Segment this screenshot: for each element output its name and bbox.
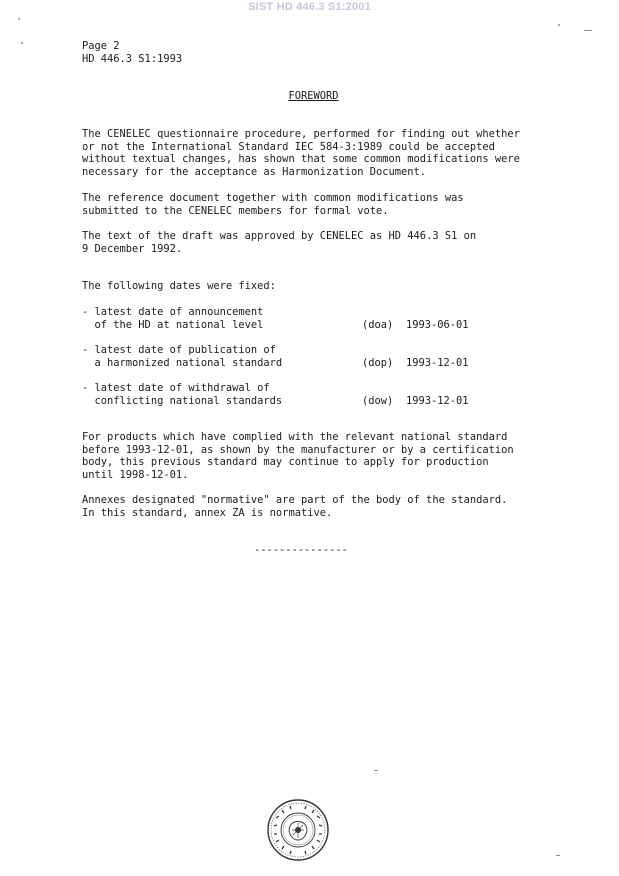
document-reference: HD 446.3 S1:1993 (82, 52, 183, 65)
date-code: (dop) (362, 356, 394, 369)
end-rule: --------------- (254, 544, 348, 556)
date-description: - latest date of announcement of the HD at national level (82, 306, 264, 331)
scan-speck (18, 18, 20, 20)
date-row-doa (82, 306, 502, 344)
paragraph-questionnaire: The CENELEC questionnaire procedure, performed for finding out whether or not the International Standard IEC 584-3:1989 could be accepted without textual changes, has shown that some common modifications were necessary for the acceptance as Harmonization Document. (82, 128, 520, 178)
paragraph-reference-document: The reference document together with common modifications was submitted to the CENELEC members for formal vote. (82, 192, 464, 217)
date-code: (dow) (362, 394, 394, 407)
date-description: - latest date of withdrawal of conflicting national standards (82, 382, 283, 407)
date-value: 1993-06-01 (406, 318, 469, 331)
scan-speck (584, 30, 592, 31)
date-description: - latest date of publication of a harmonized national standard (82, 344, 283, 369)
date-row-dop (82, 344, 502, 382)
date-value: 1993-12-01 (406, 394, 469, 407)
paragraph-dates-intro: The following dates were fixed: (82, 280, 276, 292)
institute-seal (266, 798, 330, 862)
scan-speck (556, 855, 560, 856)
scan-speck (558, 24, 560, 26)
scan-speck (374, 770, 378, 771)
date-value: 1993-12-01 (406, 356, 469, 369)
paragraph-approval: The text of the draft was approved by CENELEC as HD 446.3 S1 on 9 December 1992. (82, 230, 477, 255)
dates-list (82, 306, 502, 420)
foreword-title: FOREWORD (288, 90, 339, 102)
date-code: (doa) (362, 318, 394, 331)
page-header (82, 40, 182, 65)
date-row-dow (82, 382, 502, 420)
watermark: SIST HD 446.3 S1:2001 (248, 1, 371, 13)
page-number: Page 2 (82, 40, 120, 52)
paragraph-transition: For products which have complied with the relevant national standard before 1993-12-01, as shown by the manufacturer or by a certification body, this previous standard may continue to apply for production until 1998-12-01. (82, 431, 514, 481)
scan-speck (21, 42, 23, 44)
paragraph-annexes: Annexes designated "normative" are part of the body of the standard. In this standard, annex ZA is normative. (82, 494, 508, 519)
